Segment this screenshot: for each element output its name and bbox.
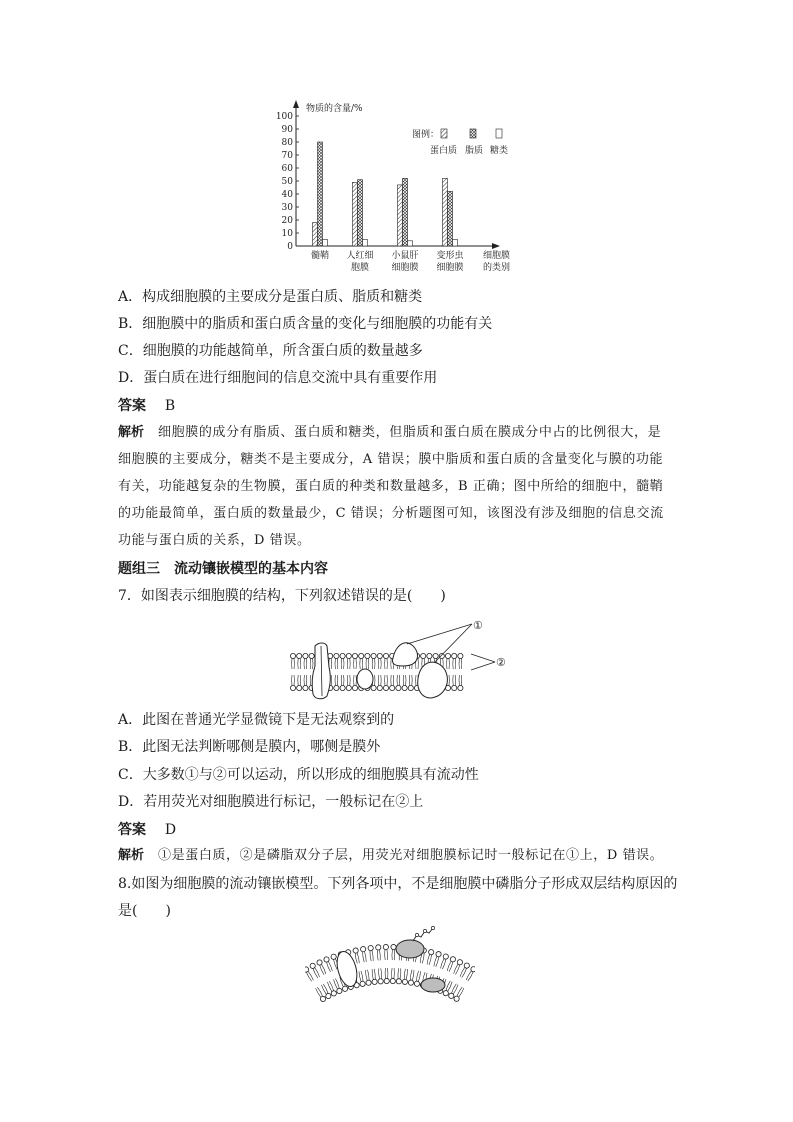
bar-sugar-4 bbox=[453, 240, 458, 247]
embedded-protein bbox=[357, 669, 373, 689]
q6-option-d: D．蛋白质在进行细胞间的信息交流中具有重要作用 bbox=[118, 370, 438, 386]
label-2-pointer-b bbox=[471, 662, 495, 670]
y-tick-label: 10 bbox=[281, 229, 293, 239]
q7-answer-value: D bbox=[164, 822, 177, 838]
figure-label-1: ① bbox=[473, 619, 483, 632]
q7-answer-label: 答案 bbox=[118, 822, 146, 838]
x-category-labels bbox=[311, 249, 464, 273]
phospholipid bbox=[365, 653, 370, 669]
phospholipid bbox=[334, 675, 339, 691]
q7-explain-line-1: ①是蛋白质，②是磷脂双分子层，用荧光对细胞膜标记时一般标记在①上，D 错误。 bbox=[158, 848, 664, 863]
q6-explain-line-3: 有关，功能越复杂的生物膜，蛋白质的种类和数量越多，B 正确；图中所给的细胞中，髓鞘 bbox=[118, 479, 664, 494]
phospholipid bbox=[391, 944, 397, 960]
phospholipid bbox=[426, 949, 435, 965]
phospholipid bbox=[383, 675, 388, 691]
x-category-label: 变形虫 bbox=[436, 251, 464, 261]
q6-explain-line-5: 功能与蛋白质的关系，D 错误。 bbox=[118, 533, 311, 548]
phospholipid bbox=[340, 675, 345, 691]
phospholipid bbox=[408, 675, 413, 691]
surface-protein bbox=[392, 643, 417, 666]
y-tick-label: 30 bbox=[281, 203, 293, 213]
bar-sugar-2 bbox=[363, 240, 368, 247]
phospholipid bbox=[453, 986, 465, 1002]
y-tick-label: 60 bbox=[281, 164, 293, 174]
phospholipid bbox=[458, 653, 463, 669]
q8-fluid-mosaic-figure bbox=[305, 925, 475, 1007]
legend-swatch-protein bbox=[441, 129, 447, 138]
phospholipid bbox=[390, 675, 395, 691]
peripheral-protein bbox=[421, 978, 445, 992]
q6-answer-label: 答案 bbox=[118, 398, 146, 414]
phospholipid bbox=[297, 675, 302, 691]
legend-label-protein: 蛋白质 bbox=[430, 146, 458, 156]
phospholipid bbox=[346, 675, 351, 691]
x-category-label: 细胞膜 bbox=[436, 263, 464, 273]
bar-protein-1 bbox=[313, 223, 318, 246]
phospholipid bbox=[383, 653, 388, 669]
membrane-composition-chart bbox=[270, 96, 530, 280]
curved-phospholipid-bilayer bbox=[305, 944, 475, 1002]
phospholipid bbox=[303, 653, 308, 669]
x-category-label: 髓鞘 bbox=[310, 251, 330, 261]
legend-swatch-lipid bbox=[470, 129, 476, 138]
phospholipid bbox=[377, 968, 383, 984]
legend-title: 图例： bbox=[412, 130, 440, 140]
q7-option-b: B．此图无法判断哪侧是膜内，哪侧是膜外 bbox=[118, 739, 381, 755]
q6-answer-value: B bbox=[164, 398, 176, 414]
phospholipid bbox=[452, 653, 457, 669]
bar-lipid-3 bbox=[403, 178, 408, 246]
phospholipid bbox=[314, 986, 326, 1002]
phospholipid bbox=[371, 969, 378, 985]
phospholipid bbox=[452, 675, 457, 691]
phospholipid bbox=[390, 968, 396, 984]
y-tick-label: 70 bbox=[281, 151, 293, 161]
glycoprotein bbox=[396, 940, 424, 958]
phospholipid bbox=[377, 675, 382, 691]
q6-answer bbox=[118, 396, 175, 416]
phospholipid bbox=[371, 653, 376, 669]
x-category-label: 胞膜 bbox=[350, 263, 370, 273]
y-axis-label: 物质的含量/% bbox=[306, 104, 363, 114]
q7-option-c: C．大多数①与②可以运动，所以形成的细胞膜具有流动性 bbox=[118, 767, 479, 783]
q6-explain-line-1: 解析 细胞膜的成分有脂质、蛋白质和糖类，但脂质和蛋白质在膜成分中占的比例很大，是 bbox=[118, 425, 662, 440]
phospholipid bbox=[402, 969, 409, 985]
phospholipid bbox=[396, 968, 402, 984]
y-tick-label: 0 bbox=[287, 242, 293, 252]
bar-protein-4 bbox=[443, 178, 448, 246]
phospholipid bbox=[360, 946, 368, 962]
q7-option-d: D．若用荧光对细胞膜进行标记，一般标记在②上 bbox=[118, 794, 424, 810]
y-tick-label: 90 bbox=[281, 125, 293, 135]
phospholipid bbox=[368, 945, 375, 961]
bars bbox=[313, 142, 458, 246]
bar-lipid-2 bbox=[358, 180, 363, 246]
q7-stem: 7．如图表示细胞膜的结构，下列叙述错误的是( ) bbox=[118, 588, 446, 604]
bar-lipid-1 bbox=[318, 142, 323, 246]
y-tick-label: 40 bbox=[281, 190, 293, 200]
y-tick-label: 20 bbox=[281, 216, 293, 226]
inner-protein bbox=[418, 662, 448, 698]
phospholipid bbox=[383, 944, 389, 960]
x-category-label: 人红细 bbox=[346, 251, 374, 261]
bar-lipid-4 bbox=[448, 191, 453, 246]
q7-explain-label: 解析 bbox=[118, 848, 145, 863]
phospholipid bbox=[290, 675, 295, 691]
phospholipid bbox=[384, 968, 390, 984]
section-title: 题组三 流动镶嵌模型的基本内容 bbox=[118, 561, 328, 577]
phospholipid bbox=[309, 653, 314, 669]
phospholipid bbox=[303, 675, 308, 691]
phospholipid bbox=[340, 653, 345, 669]
legend-label-sugar: 糖类 bbox=[490, 146, 509, 156]
figure-label-2: ② bbox=[496, 656, 506, 669]
bar-protein-2 bbox=[353, 182, 358, 246]
phospholipid bbox=[359, 653, 364, 669]
phospholipid bbox=[458, 675, 463, 691]
phospholipid bbox=[396, 675, 401, 691]
q6-option-c: C．细胞膜的功能越简单，所含蛋白质的数量越多 bbox=[118, 343, 423, 359]
label-2-pointer-a bbox=[471, 654, 495, 662]
q6-option-a: A．构成细胞膜的主要成分是蛋白质、脂质和糖类 bbox=[118, 289, 423, 305]
phospholipid bbox=[297, 653, 302, 669]
q6-explain-label: 解析 bbox=[118, 425, 145, 440]
phospholipid bbox=[376, 945, 382, 961]
y-axis bbox=[293, 100, 299, 246]
phospholipid bbox=[290, 653, 295, 669]
q7-option-a: A．此图在普通光学显微镜下是无法观察到的 bbox=[118, 712, 395, 728]
q8-stem-line-1: 8.如图为细胞膜的流动镶嵌模型。下列各项中，不是细胞膜中磷脂分子形成双层结构原因的 bbox=[118, 876, 678, 892]
y-tick-label: 50 bbox=[281, 177, 293, 187]
x-axis-label-line1: 细胞膜 bbox=[483, 251, 511, 261]
q6-explain-line-2: 细胞膜的主要成分，糖类不是主要成分，A 错误；膜中脂质和蛋白质的含量变化与膜的功能 bbox=[118, 452, 664, 467]
phospholipid bbox=[377, 653, 382, 669]
phospholipid bbox=[346, 653, 351, 669]
x-category-label: 细胞膜 bbox=[391, 263, 419, 273]
q6-option-b: B．细胞膜中的脂质和蛋白质含量的变化与细胞膜的功能有关 bbox=[118, 316, 493, 332]
bar-sugar-1 bbox=[323, 240, 328, 247]
phospholipid bbox=[402, 675, 407, 691]
q8-stem-line-2: 是( ) bbox=[118, 903, 171, 919]
q6-explanation bbox=[118, 423, 661, 443]
phospholipid bbox=[334, 653, 339, 669]
q6-explain-line-4: 的功能最简单，蛋白质的数量最少，C 错误；分析题图可知，该图没有涉及细胞的信息交流 bbox=[118, 506, 664, 521]
x-axis-label-line2: 的类别 bbox=[483, 263, 511, 273]
phospholipid bbox=[445, 653, 450, 669]
legend-swatch-sugar bbox=[496, 129, 502, 138]
legend-label-lipid: 脂质 bbox=[465, 146, 484, 156]
chart-legend bbox=[412, 128, 508, 156]
q7-explanation bbox=[118, 846, 663, 866]
q7-answer bbox=[118, 820, 176, 840]
bar-sugar-3 bbox=[408, 241, 413, 246]
y-tick-label: 80 bbox=[281, 138, 293, 148]
bar-protein-3 bbox=[398, 185, 403, 246]
y-tick-label: 100 bbox=[275, 112, 293, 122]
x-category-label: 小鼠肝 bbox=[391, 251, 419, 261]
q7-membrane-figure bbox=[285, 612, 515, 704]
phospholipid bbox=[352, 653, 357, 669]
